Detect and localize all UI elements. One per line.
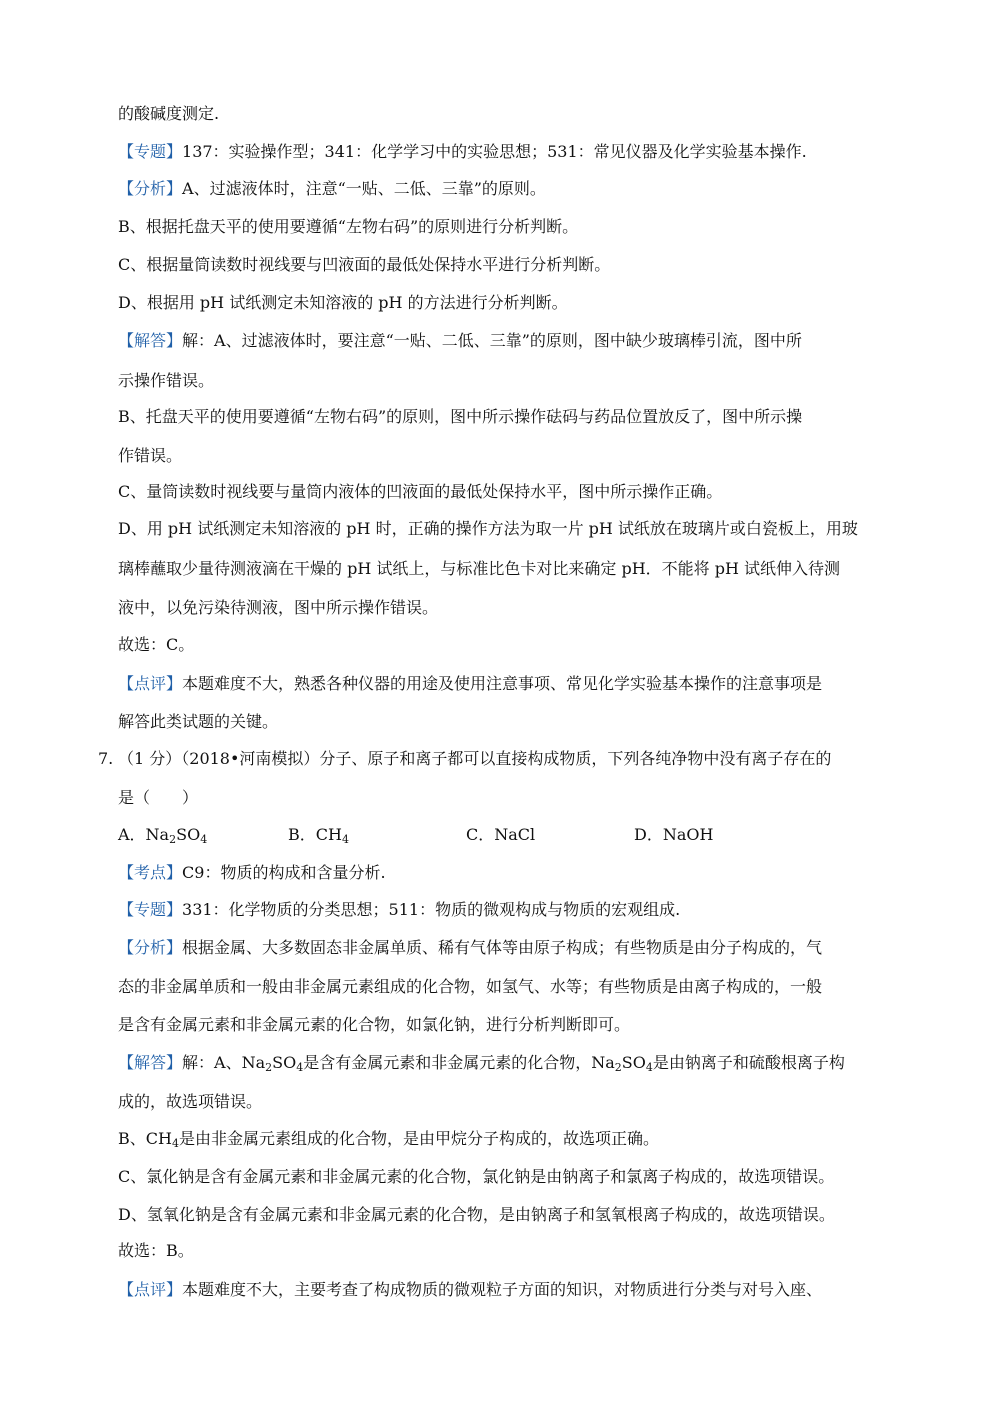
kaodian-tag: 【考点】 <box>118 863 183 882</box>
comment-tag: 【点评】 <box>118 674 183 693</box>
answer-tag: 【解答】 <box>118 331 183 350</box>
comment-text: 解答此类试题的关键。 <box>118 712 279 731</box>
answer-text: 故选：B。 <box>118 1241 194 1260</box>
analysis-line <box>118 937 918 959</box>
option-b: B．$CH_4$ <box>288 825 349 846</box>
comment-line <box>118 1279 918 1301</box>
analysis-text: C、根据量筒读数时视线要与凹液面的最低处保持水平进行分析判断。 <box>118 255 611 274</box>
kaodian-text: C9：物质的构成和含量分析. <box>182 863 386 882</box>
answer-tag: 【解答】 <box>118 1053 183 1072</box>
answer-line <box>118 330 918 352</box>
answer-text: B、托盘天平的使用要遵循“左物右码”的原则，图中所示操作砝码与药品位置放反了，图中所示操 <box>118 407 803 426</box>
analysis-line <box>118 178 918 200</box>
answer-text: C、量筒读数时视线要与量筒内液体的凹液面的最低处保持水平，图中所示操作正确。 <box>118 482 723 501</box>
question-number: 7. <box>98 749 114 768</box>
option-a: A．$Na_2SO_4$ <box>118 825 208 846</box>
question-text: 是（ ） <box>118 788 199 807</box>
answer-line <box>118 1052 918 1074</box>
topic-line <box>118 141 918 163</box>
topic-text: 137：实验操作型；341：化学学习中的实验思想；531：常见仪器及化学实验基本操作. <box>182 142 807 161</box>
answer-text: 璃棒蘸取少量待测液滴在干燥的 pH 试纸上，与标准比色卡对比来确定 pH．不能将 pH 试纸伸入待测 <box>118 559 841 578</box>
answer-text: 解：A、过滤液体时，要注意“一贴、二低、三靠”的原则，图中缺少玻璃棒引流，图中所 <box>182 331 802 350</box>
answer-text: B、$CH_4$是由非金属元素组成的化合物，是由甲烷分子构成的，故选项正确。 <box>118 1129 659 1150</box>
answer-text: D、氢氧化钠是含有金属元素和非金属元素的化合物，是由钠离子和氢氧根离子构成的，故选项错误。 <box>118 1205 835 1224</box>
topic-tag: 【专题】 <box>118 142 183 161</box>
answer-text: C、氯化钠是含有金属元素和非金属元素的化合物，氯化钠是由钠离子和氯离子构成的，故选项错误。 <box>118 1167 835 1186</box>
answer-text: D、用 pH 试纸测定未知溶液的 pH 时，正确的操作方法为取一片 pH 试纸放在玻璃片或白瓷板上，用玻 <box>118 519 858 538</box>
comment-text: 本题难度不大，主要考查了构成物质的微观粒子方面的知识，对物质进行分类与对号入座、 <box>182 1280 823 1299</box>
topic-tag: 【专题】 <box>118 900 183 919</box>
kaodian-line <box>118 862 918 884</box>
answer-text: 成的，故选项错误。 <box>118 1092 263 1111</box>
option-c: C．NaCl <box>466 825 536 844</box>
comment-text: 本题难度不大，熟悉各种仪器的用途及使用注意事项、常见化学实验基本操作的注意事项是 <box>182 674 823 693</box>
answer-text: 作错误。 <box>118 446 183 465</box>
topic-line <box>118 899 918 921</box>
answer-text: 液中，以免污染待测液，图中所示操作错误。 <box>118 598 439 617</box>
answer-text: 解：A、$Na_2SO_4$是含有金属元素和非金属元素的化合物，$Na_2SO_4$是由钠离子和硫酸根离子构 <box>182 1053 845 1074</box>
question-stem <box>98 748 918 770</box>
analysis-tag: 【分析】 <box>118 179 183 198</box>
analysis-text: 根据金属、大多数固态非金属单质、稀有气体等由原子构成；有些物质是由分子构成的，气 <box>182 938 823 957</box>
answer-text: 故选：C。 <box>118 635 195 654</box>
analysis-text: 态的非金属单质和一般由非金属元素组成的化合物，如氢气、水等；有些物质是由离子构成的，一般 <box>118 977 823 996</box>
text-line: 的酸碱度测定. <box>118 104 220 123</box>
analysis-text: 是含有金属元素和非金属元素的化合物，如氯化钠，进行分析判断即可。 <box>118 1015 631 1034</box>
options-row <box>118 824 918 846</box>
topic-text: 331：化学物质的分类思想；511：物质的微观构成与物质的宏观组成. <box>182 900 681 919</box>
question-text: （1 分）（2018•河南模拟）分子、原子和离子都可以直接构成物质，下列各纯净物中没有离子存在的 <box>118 749 832 768</box>
comment-line <box>118 673 918 695</box>
analysis-tag: 【分析】 <box>118 938 183 957</box>
option-d: D．NaOH <box>634 825 714 844</box>
analysis-text: B、根据托盘天平的使用要遵循“左物右码”的原则进行分析判断。 <box>118 217 579 236</box>
analysis-text: D、根据用 pH 试纸测定未知溶液的 pH 的方法进行分析判断。 <box>118 293 568 312</box>
comment-tag: 【点评】 <box>118 1280 183 1299</box>
analysis-text: A、过滤液体时，注意“一贴、二低、三靠”的原则。 <box>182 179 546 198</box>
answer-text: 示操作错误。 <box>118 371 215 390</box>
